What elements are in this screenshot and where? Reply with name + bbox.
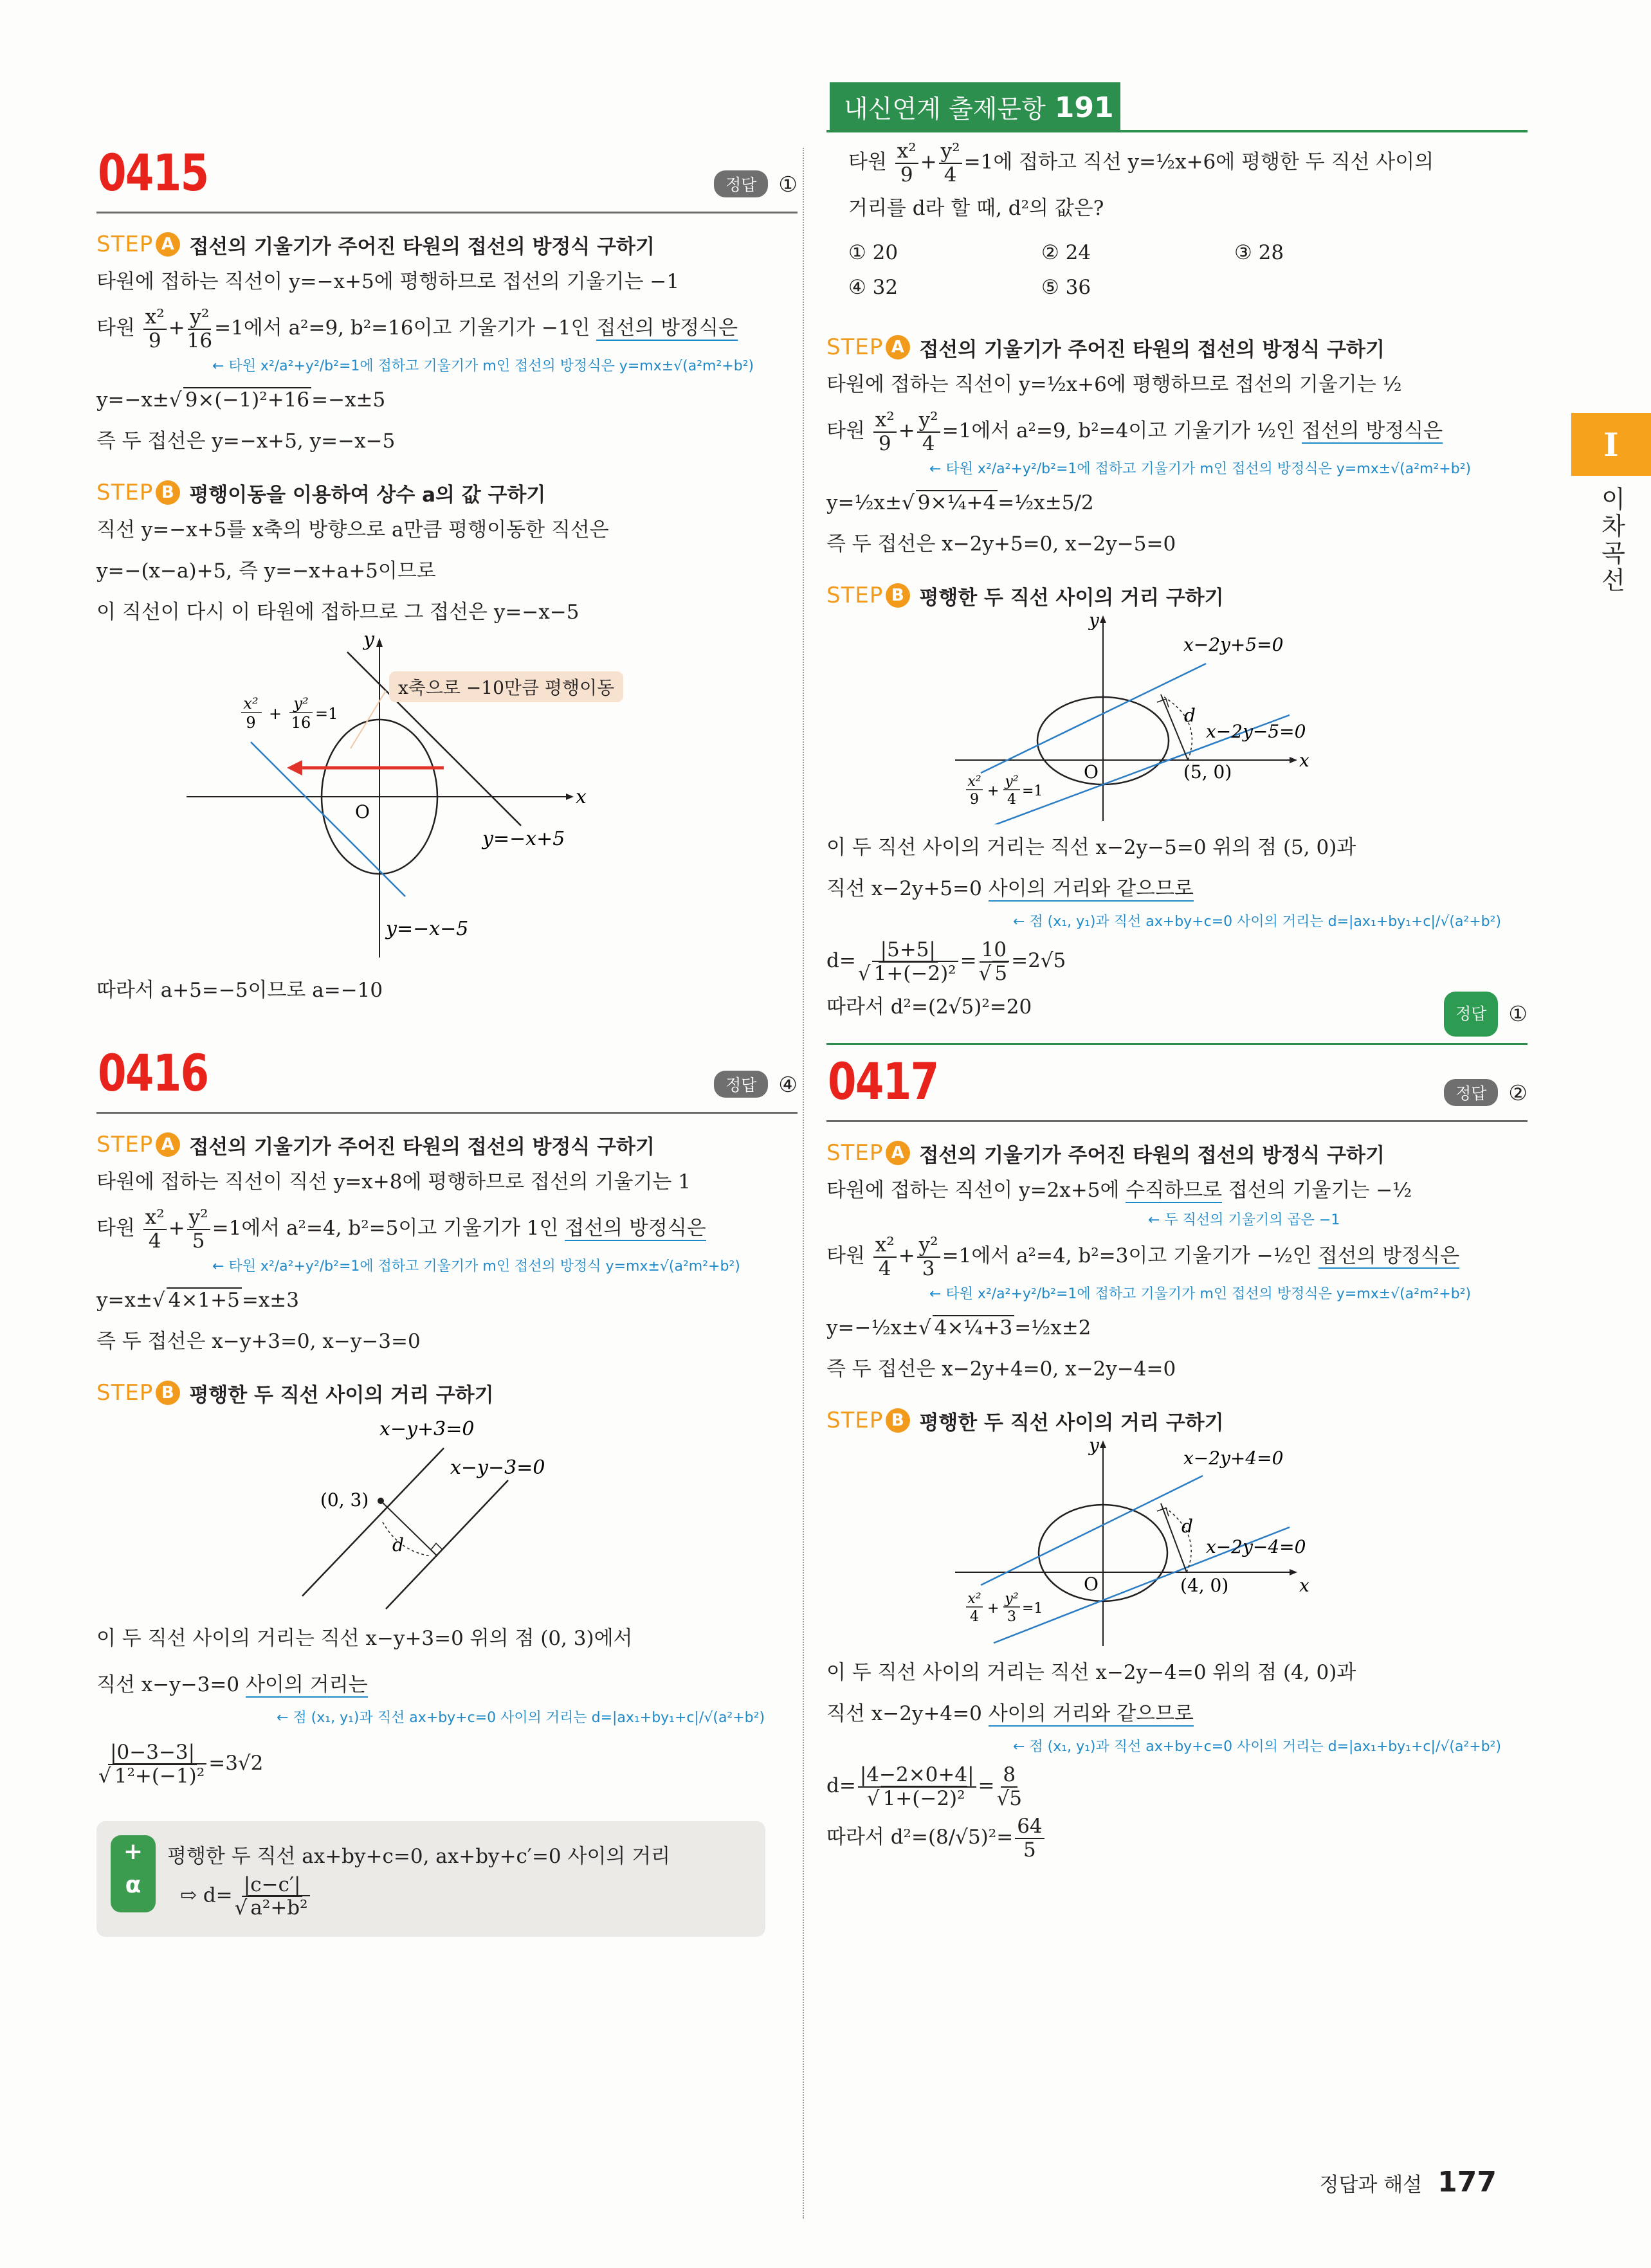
distance-label: d: [392, 1534, 404, 1556]
origin-label: O: [1084, 761, 1099, 783]
solution-line: 따라서 d²=(8/√5)²= $\frac{64}{5}$: [826, 1811, 1528, 1863]
answer-value: ②: [1508, 1080, 1528, 1105]
choice-5[interactable]: ⑤ 36: [1041, 276, 1091, 299]
svg-text:=1: =1: [1022, 1601, 1043, 1617]
solution-line: 이 두 직선 사이의 거리는 직선 x−2y−4=0 위의 점 (4, 0)과: [826, 1661, 1356, 1684]
answer-group: [1444, 992, 1528, 1037]
solution-line: 타원에 접하는 직선이 직선 y=x+8에 평행하므로 접선의 기울기는 1: [96, 1170, 691, 1193]
solution-line: 이 두 직선 사이의 거리는 직선 x−y+3=0 위의 점 (0, 3)에서: [96, 1627, 633, 1650]
answer-value: ①: [778, 171, 798, 197]
solution-line: $\frac{|0-3-3|}{\text{√ 1²+(−1)²}}$ =3√2: [98, 1741, 264, 1788]
solution-line: 이 두 직선 사이의 거리는 직선 x−2y−5=0 위의 점 (5, 0)과: [826, 836, 1356, 859]
solution-line: 타원 $\frac{\text{x²}}{4}$ + $\frac{\text{y²}}{3}$ =1에서 a²=4, b²=3이고 기울기가 −½인 접선의 방정식은: [826, 1233, 1460, 1280]
point-label: (0, 3): [320, 1489, 369, 1510]
step-label: STEP B: [826, 1408, 910, 1433]
solution-line: 직선 x−y−3=0 사이의 거리는: [96, 1673, 368, 1696]
origin-label: O: [355, 801, 370, 822]
question-line: 타원 $\frac{\text{x²}}{9}$ + $\frac{\text{y²}}{4}$ =1에 접하고 직선 y=½x+6에 평행한 두 직선 사이의: [848, 140, 1434, 186]
step-a-heading: [96, 228, 798, 261]
solution-line: 타원에 접하는 직선이 y=−x+5에 평행하므로 접선의 기울기는 −1: [96, 270, 680, 293]
underlined-term: 사이의 거리는: [245, 1673, 368, 1696]
right-column: [826, 0, 1528, 1863]
tangent-line-lower: [251, 742, 405, 896]
line-label: x−2y+5=0: [1183, 634, 1284, 655]
underlined-term: 사이의 거리와 같으므로: [988, 1702, 1194, 1725]
svg-text:3: 3: [1007, 1609, 1016, 1625]
svg-text:9: 9: [970, 792, 979, 808]
footer-title: 정답과 해설: [1319, 2173, 1423, 2197]
step-a-heading: [96, 1128, 798, 1161]
answer-choices: [848, 235, 1528, 305]
origin-label: O: [1084, 1574, 1099, 1595]
svg-text:=1: =1: [315, 705, 338, 723]
line-label: y=−x−5: [386, 918, 469, 940]
solution-line: 즉 두 접선은 x−2y+5=0, x−2y−5=0: [826, 532, 1176, 556]
answer-badge: 정답: [1444, 992, 1498, 1037]
step-letter: B: [156, 480, 180, 505]
choice-1[interactable]: ① 20: [848, 241, 898, 264]
svg-text:+: +: [269, 705, 282, 723]
tip-line: 평행한 두 직선 ax+by+c=0, ax+by+c′=0 사이의 거리: [167, 1845, 671, 1868]
step-label: STEP A: [826, 1140, 910, 1166]
hint-note: ← 두 직선의 기울기의 곱은 −1: [1148, 1212, 1340, 1228]
linked-question-badge: 내신연계 출제문항 191: [830, 82, 1120, 132]
step-letter: A: [886, 1141, 910, 1165]
step-a-heading: [826, 1136, 1528, 1170]
step-b-heading: [826, 579, 1528, 612]
line-label: x−2y−4=0: [1206, 1536, 1306, 1557]
step-letter: A: [886, 335, 910, 359]
svg-text:x²: x²: [967, 1591, 981, 1607]
badge-underline: [826, 130, 1528, 132]
answer-group: [714, 1071, 798, 1098]
hint-note: ← 점 (x₁, y₁)과 직선 ax+by+c=0 사이의 거리는 d=|ax₁+by₁+c|/√(a²+b²): [1013, 914, 1502, 930]
tip-box: [96, 1821, 765, 1937]
svg-text:x²: x²: [967, 774, 981, 790]
solution-line: d= $\frac{|4-2\times 0+4|}{\text{√ 1+(−2)²}}$ = $\frac{8}{√5}$: [826, 1763, 1023, 1810]
step-title: 접선의 기울기가 주어진 타원의 접선의 방정식 구하기: [919, 1143, 1385, 1167]
solution-line: y=½x±√ 9×¼+4=½x±5/2: [826, 491, 1094, 514]
solution-line: y=x±√ 4×1+5=x±3: [96, 1289, 299, 1312]
line-1: [302, 1448, 444, 1596]
hint-note: ← 타원 x²/a²+y²/b²=1에 접하고 기울기가 m인 접선의 방정식은 y=mx±√(a²m²+b²): [929, 461, 1472, 477]
left-column: [96, 0, 798, 1937]
choice-2[interactable]: ② 24: [1041, 241, 1091, 264]
tangent-line-upper: [981, 664, 1206, 773]
answer-badge: 정답: [714, 1071, 768, 1098]
x-axis-label: x: [1299, 1575, 1309, 1596]
column-divider: [803, 148, 804, 2218]
parallel-lines-graph: [96, 1410, 798, 1615]
line-2: [386, 1480, 508, 1609]
step-label: STEP A: [96, 231, 180, 257]
linked-question-header: [826, 82, 1528, 132]
step-label: STEP B: [826, 583, 910, 608]
solution-line: d= $\frac{|5+5|}{\text{√ 1+(−2)²}}$ = $\frac{10}{√ 5}$ =2√5: [826, 938, 1066, 985]
step-title: 접선의 기울기가 주어진 타원의 접선의 방정식 구하기: [919, 338, 1385, 361]
question-line: 거리를 d라 할 때, d²의 값은?: [848, 197, 1104, 220]
x-axis-label: x: [1299, 750, 1309, 771]
solution-line: 직선 x−2y+5=0 사이의 거리와 같으므로: [826, 877, 1194, 900]
step-letter: B: [886, 583, 910, 608]
svg-text:=1: =1: [1022, 783, 1043, 799]
svg-text:y²: y²: [293, 694, 309, 712]
tangent-translation-graph: [96, 633, 798, 967]
step-label: STEP B: [96, 480, 180, 505]
tangent-line-upper: [981, 1476, 1203, 1585]
answer-value: ④: [778, 1071, 798, 1097]
step-title: 평행한 두 직선 사이의 거리 구하기: [919, 586, 1224, 610]
chapter-label: 이차곡선: [1597, 486, 1625, 594]
answer-badge: 정답: [1444, 1079, 1498, 1106]
svg-text:+: +: [987, 1601, 999, 1617]
distance-segment: [381, 1501, 437, 1556]
distance-label: d: [1181, 1516, 1193, 1537]
answer-group: [1444, 1079, 1528, 1106]
solution-line: 타원 $\frac{\text{x²}}{9}$ + $\frac{\text{y²}}{16}$ =1에서 a²=9, b²=16이고 기울기가 −1인 접선의 방정식은: [96, 305, 738, 352]
svg-text:4: 4: [1007, 792, 1016, 808]
step-title: 접선의 기울기가 주어진 타원의 접선의 방정식 구하기: [189, 235, 655, 259]
point-label: (5, 0): [1183, 761, 1232, 783]
y-axis-label: y: [1089, 1437, 1099, 1456]
page-footer: [1320, 2166, 1497, 2199]
hint-note: ← 타원 x²/a²+y²/b²=1에 접하고 기울기가 m인 접선의 방정식은 y=mx±√(a²m²+b²): [212, 358, 754, 374]
solution-line: 즉 두 접선은 x−2y+4=0, x−2y−4=0: [826, 1357, 1176, 1381]
problem-number: 0416: [98, 1045, 208, 1103]
page-number: 177: [1437, 2166, 1497, 2199]
choice-4[interactable]: ④ 32: [848, 276, 898, 299]
step-title: 접선의 기울기가 주어진 타원의 접선의 방정식 구하기: [189, 1135, 655, 1159]
svg-text:16: 16: [291, 714, 311, 732]
step-label: STEP A: [96, 1132, 180, 1157]
plus-alpha-icon: + α: [111, 1835, 156, 1912]
ellipse-equation: [966, 774, 1043, 808]
underlined-term: 접선의 방정식은: [565, 1217, 706, 1240]
line-label: x−2y−5=0: [1206, 721, 1306, 742]
solution-line: 이 직선이 다시 이 타원에 접하므로 그 접선은 y=−x−5: [96, 601, 579, 624]
chapter-tab[interactable]: I: [1571, 413, 1651, 476]
solution-line: 직선 x−2y+4=0 사이의 거리와 같으므로: [826, 1702, 1194, 1725]
underlined-term: 접선의 방정식은: [1318, 1244, 1460, 1267]
hint-note: ← 점 (x₁, y₁)과 직선 ax+by+c=0 사이의 거리는 d=|ax₁+by₁+c|/√(a²+b²): [277, 1710, 765, 1726]
solution-line: y=−x±√ 9×(−1)²+16=−x±5: [96, 388, 386, 412]
step-letter: B: [886, 1408, 910, 1433]
distance-label: d: [1184, 705, 1196, 726]
hint-note: ← 점 (x₁, y₁)과 직선 ax+by+c=0 사이의 거리는 d=|ax₁+by₁+c|/√(a²+b²): [1013, 1739, 1502, 1755]
point-label: (4, 0): [1180, 1575, 1229, 1596]
solution-line: 따라서 a+5=−5이므로 a=−10: [96, 979, 383, 1002]
problem-0415-header: [96, 143, 798, 213]
solution-line: 즉 두 접선은 y=−x+5, y=−x−5: [96, 430, 396, 453]
solution-line: 타원 $\frac{\text{x²}}{4}$ + $\frac{\text{y²}}{5}$ =1에서 a²=4, b²=5이고 기울기가 1인 접선의 방정식은: [96, 1206, 706, 1253]
step-letter: A: [156, 232, 180, 257]
solution-line: 타원에 접하는 직선이 y=2x+5에 수직하므로 접선의 기울기는 −½: [826, 1179, 1412, 1202]
answer-badge: 정답: [714, 170, 768, 197]
x-axis-label: x: [576, 786, 587, 808]
ellipse-tangent-graph: [826, 612, 1528, 824]
tip-formula: ⇨ d= $\frac{|c-c'|}{\text{√ a²+b²}}$: [180, 1874, 746, 1919]
step-title: 평행한 두 직선 사이의 거리 구하기: [919, 1411, 1224, 1435]
underlined-term: 접선의 방정식은: [1301, 419, 1443, 442]
y-axis-label: y: [363, 633, 374, 651]
step-b-heading: [826, 1404, 1528, 1437]
solution-line: 타원 $\frac{\text{x²}}{9}$ + $\frac{\text{y²}}{4}$ =1에서 a²=9, b²=4이고 기울기가 ½인 접선의 방정식은: [826, 408, 1443, 455]
ellipse-equation: [241, 694, 338, 732]
line-label: x−y+3=0: [379, 1418, 475, 1440]
step-letter: A: [156, 1132, 180, 1157]
translation-callout: x축으로 −10만큼 평행이동: [389, 671, 623, 702]
step-title: 평행한 두 직선 사이의 거리 구하기: [189, 1383, 494, 1407]
hint-note: ← 타원 x²/a²+y²/b²=1에 접하고 기울기가 m인 접선의 방정식은 y=mx±√(a²m²+b²): [929, 1286, 1472, 1302]
svg-text:y²: y²: [1005, 774, 1019, 790]
svg-text:x²: x²: [243, 694, 259, 712]
answer-value: ①: [1508, 1001, 1528, 1026]
solution-line: 따라서 d²=(2√5)²=20 정답 ①: [826, 986, 1528, 1028]
problem-0416-header: [96, 1043, 798, 1114]
svg-text:y²: y²: [1005, 1591, 1019, 1607]
underlined-term: 수직하므로: [1126, 1179, 1223, 1202]
problem-0417-header: [826, 1051, 1528, 1122]
section-divider: [826, 1043, 1528, 1045]
solution-line: 직선 y=−x+5를 x축의 방향으로 a만큼 평행이동한 직선은: [96, 518, 609, 541]
answer-group: [714, 170, 798, 197]
line-label: x−2y+4=0: [1183, 1447, 1284, 1469]
solution-line: 타원에 접하는 직선이 y=½x+6에 평행하므로 접선의 기울기는 ½: [826, 373, 1402, 396]
line-label: y=−x+5: [482, 828, 565, 850]
step-letter: B: [156, 1381, 180, 1405]
y-axis-label: y: [1089, 612, 1099, 631]
svg-text:+: +: [987, 783, 999, 799]
underlined-term: 접선의 방정식은: [596, 316, 738, 340]
ellipse-equation: [966, 1591, 1043, 1625]
solution-line: 즉 두 접선은 x−y+3=0, x−y−3=0: [96, 1330, 421, 1353]
line-label: x−y−3=0: [450, 1456, 545, 1479]
step-label: STEP B: [96, 1380, 180, 1406]
problem-number: 0417: [828, 1053, 938, 1111]
step-title: 평행이동을 이용하여 상수 a의 값 구하기: [189, 483, 546, 507]
choice-3[interactable]: ③ 28: [1234, 241, 1284, 264]
solution-line: y=−½x±√ 4×¼+3=½x±2: [826, 1316, 1091, 1339]
step-b-heading: [96, 476, 798, 509]
svg-text:4: 4: [970, 1609, 979, 1625]
underlined-term: 사이의 거리와 같으므로: [988, 877, 1194, 900]
hint-note: ← 타원 x²/a²+y²/b²=1에 접하고 기울기가 m인 접선의 방정식 y=mx±√(a²m²+b²): [212, 1258, 740, 1275]
ellipse-tangent-graph: [826, 1437, 1528, 1649]
step-a-heading: [826, 331, 1528, 364]
svg-text:9: 9: [246, 714, 256, 732]
problem-number: 0415: [98, 145, 208, 203]
step-label: STEP A: [826, 334, 910, 360]
solution-line: y=−(x−a)+5, 즉 y=−x+a+5이므로: [96, 559, 436, 583]
step-b-heading: [96, 1376, 798, 1410]
